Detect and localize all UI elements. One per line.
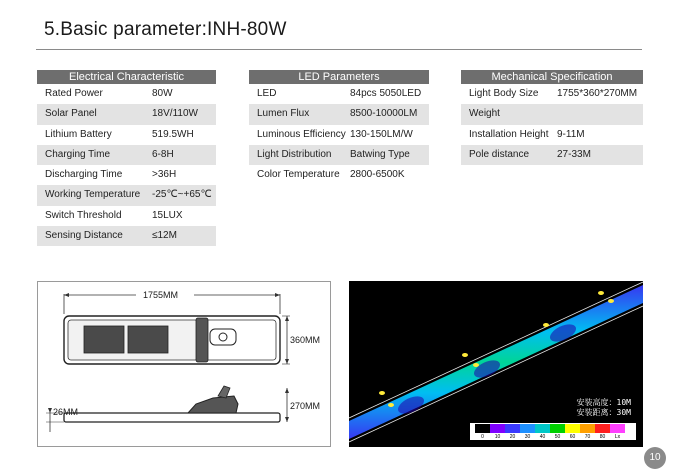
table-row xyxy=(37,145,216,165)
page-title: 5.Basic parameter:INH-80W xyxy=(44,19,287,40)
table-row xyxy=(461,84,643,104)
param-label: Pole distance xyxy=(469,148,530,160)
param-value: 9-11M xyxy=(557,128,585,140)
param-label: Discharging Time xyxy=(45,169,123,181)
street-light-drawing xyxy=(38,282,330,446)
scale-label: 0 xyxy=(481,434,484,440)
table-row xyxy=(249,145,429,165)
scale-label: 20 xyxy=(509,434,516,440)
color-scale-cell xyxy=(610,424,625,433)
color-scale-cell xyxy=(535,424,550,433)
table-row xyxy=(461,104,643,124)
install-distance-note: 安装距离：30M xyxy=(576,408,631,417)
param-value: 27-33M xyxy=(557,148,591,160)
param-value: 1755*360*270MM xyxy=(557,88,638,99)
table-row xyxy=(37,226,216,246)
table-row xyxy=(37,84,216,104)
param-label: Installation Height xyxy=(469,128,549,140)
param-label: Weight xyxy=(469,108,500,120)
scale-label: 40 xyxy=(539,434,546,440)
dimension-drawing xyxy=(37,281,331,447)
color-scale-cell xyxy=(580,424,595,433)
param-value: Batwing Type xyxy=(350,148,410,160)
scale-label: 30 xyxy=(524,434,531,440)
title-divider xyxy=(36,49,642,50)
thickness-dimension: 26MM xyxy=(53,407,79,417)
color-scale-cell xyxy=(475,424,490,433)
param-label: Working Temperature xyxy=(45,189,141,201)
table-header: Mechanical Specification xyxy=(461,70,643,84)
color-scale-cell xyxy=(505,424,520,433)
scale-label: 70 xyxy=(584,434,591,440)
color-scale-cell xyxy=(490,424,505,433)
param-value: 6-8H xyxy=(152,148,174,160)
scale-label: 60 xyxy=(569,434,576,440)
param-value: 130-150LM/W xyxy=(350,128,413,140)
param-label: Rated Power xyxy=(45,88,103,99)
table-row xyxy=(249,165,429,185)
led-parameters-table xyxy=(249,70,429,185)
table-row xyxy=(37,165,216,185)
scale-label: 10 xyxy=(494,434,501,440)
table-row xyxy=(37,206,216,226)
param-label: Sensing Distance xyxy=(45,230,123,242)
page-number: 10 xyxy=(644,447,666,469)
param-value: -25℃~+65℃ xyxy=(152,189,212,201)
mechanical-specification-table xyxy=(461,70,643,165)
param-label: Lithium Battery xyxy=(45,128,112,140)
param-value: 8500-10000LM xyxy=(350,108,418,120)
scale-label: 80 xyxy=(599,434,606,440)
illuminance-color-scale xyxy=(470,423,636,440)
table-row xyxy=(37,125,216,145)
param-value: 15LUX xyxy=(152,209,183,221)
color-scale-cell xyxy=(565,424,580,433)
table-row xyxy=(249,104,429,124)
color-scale-labels xyxy=(475,434,625,440)
param-value: ≤12M xyxy=(152,230,177,242)
color-scale-cells xyxy=(475,424,625,433)
electrical-characteristic-table xyxy=(37,70,216,246)
table-row xyxy=(249,84,429,104)
length-dimension: 1755MM xyxy=(143,290,179,300)
scale-label: 50 xyxy=(554,434,561,440)
color-scale-cell xyxy=(595,424,610,433)
scale-label: Lx xyxy=(614,434,621,440)
width-dimension: 360MM xyxy=(290,335,321,345)
param-label: Charging Time xyxy=(45,148,111,160)
param-value: 519.5WH xyxy=(152,128,194,140)
color-scale-cell xyxy=(520,424,535,433)
table-row xyxy=(37,185,216,205)
table-header: LED Parameters xyxy=(249,70,429,84)
table-row xyxy=(249,125,429,145)
param-value: 18V/110W xyxy=(152,108,198,120)
color-scale-cell xyxy=(550,424,565,433)
param-label: Switch Threshold xyxy=(45,209,122,221)
param-value: 2800-6500K xyxy=(350,169,405,181)
table-row xyxy=(461,125,643,145)
param-label: Color Temperature xyxy=(257,169,340,181)
param-value: 80W xyxy=(152,88,173,99)
param-label: Lumen Flux xyxy=(257,108,310,120)
table-row xyxy=(461,145,643,165)
param-label: LED xyxy=(257,88,277,99)
param-label: Light Body Size xyxy=(469,88,539,99)
install-height-note: 安装高度：10M xyxy=(576,398,631,407)
param-label: Luminous Efficiency xyxy=(257,128,346,140)
param-label: Solar Panel xyxy=(45,108,97,120)
height-dimension: 270MM xyxy=(290,401,321,411)
param-label: Light Distribution xyxy=(257,148,332,160)
param-value: >36H xyxy=(152,169,177,181)
table-header: Electrical Characteristic xyxy=(37,70,216,84)
table-row xyxy=(37,104,216,124)
param-value: 84pcs 5050LED xyxy=(350,88,422,99)
